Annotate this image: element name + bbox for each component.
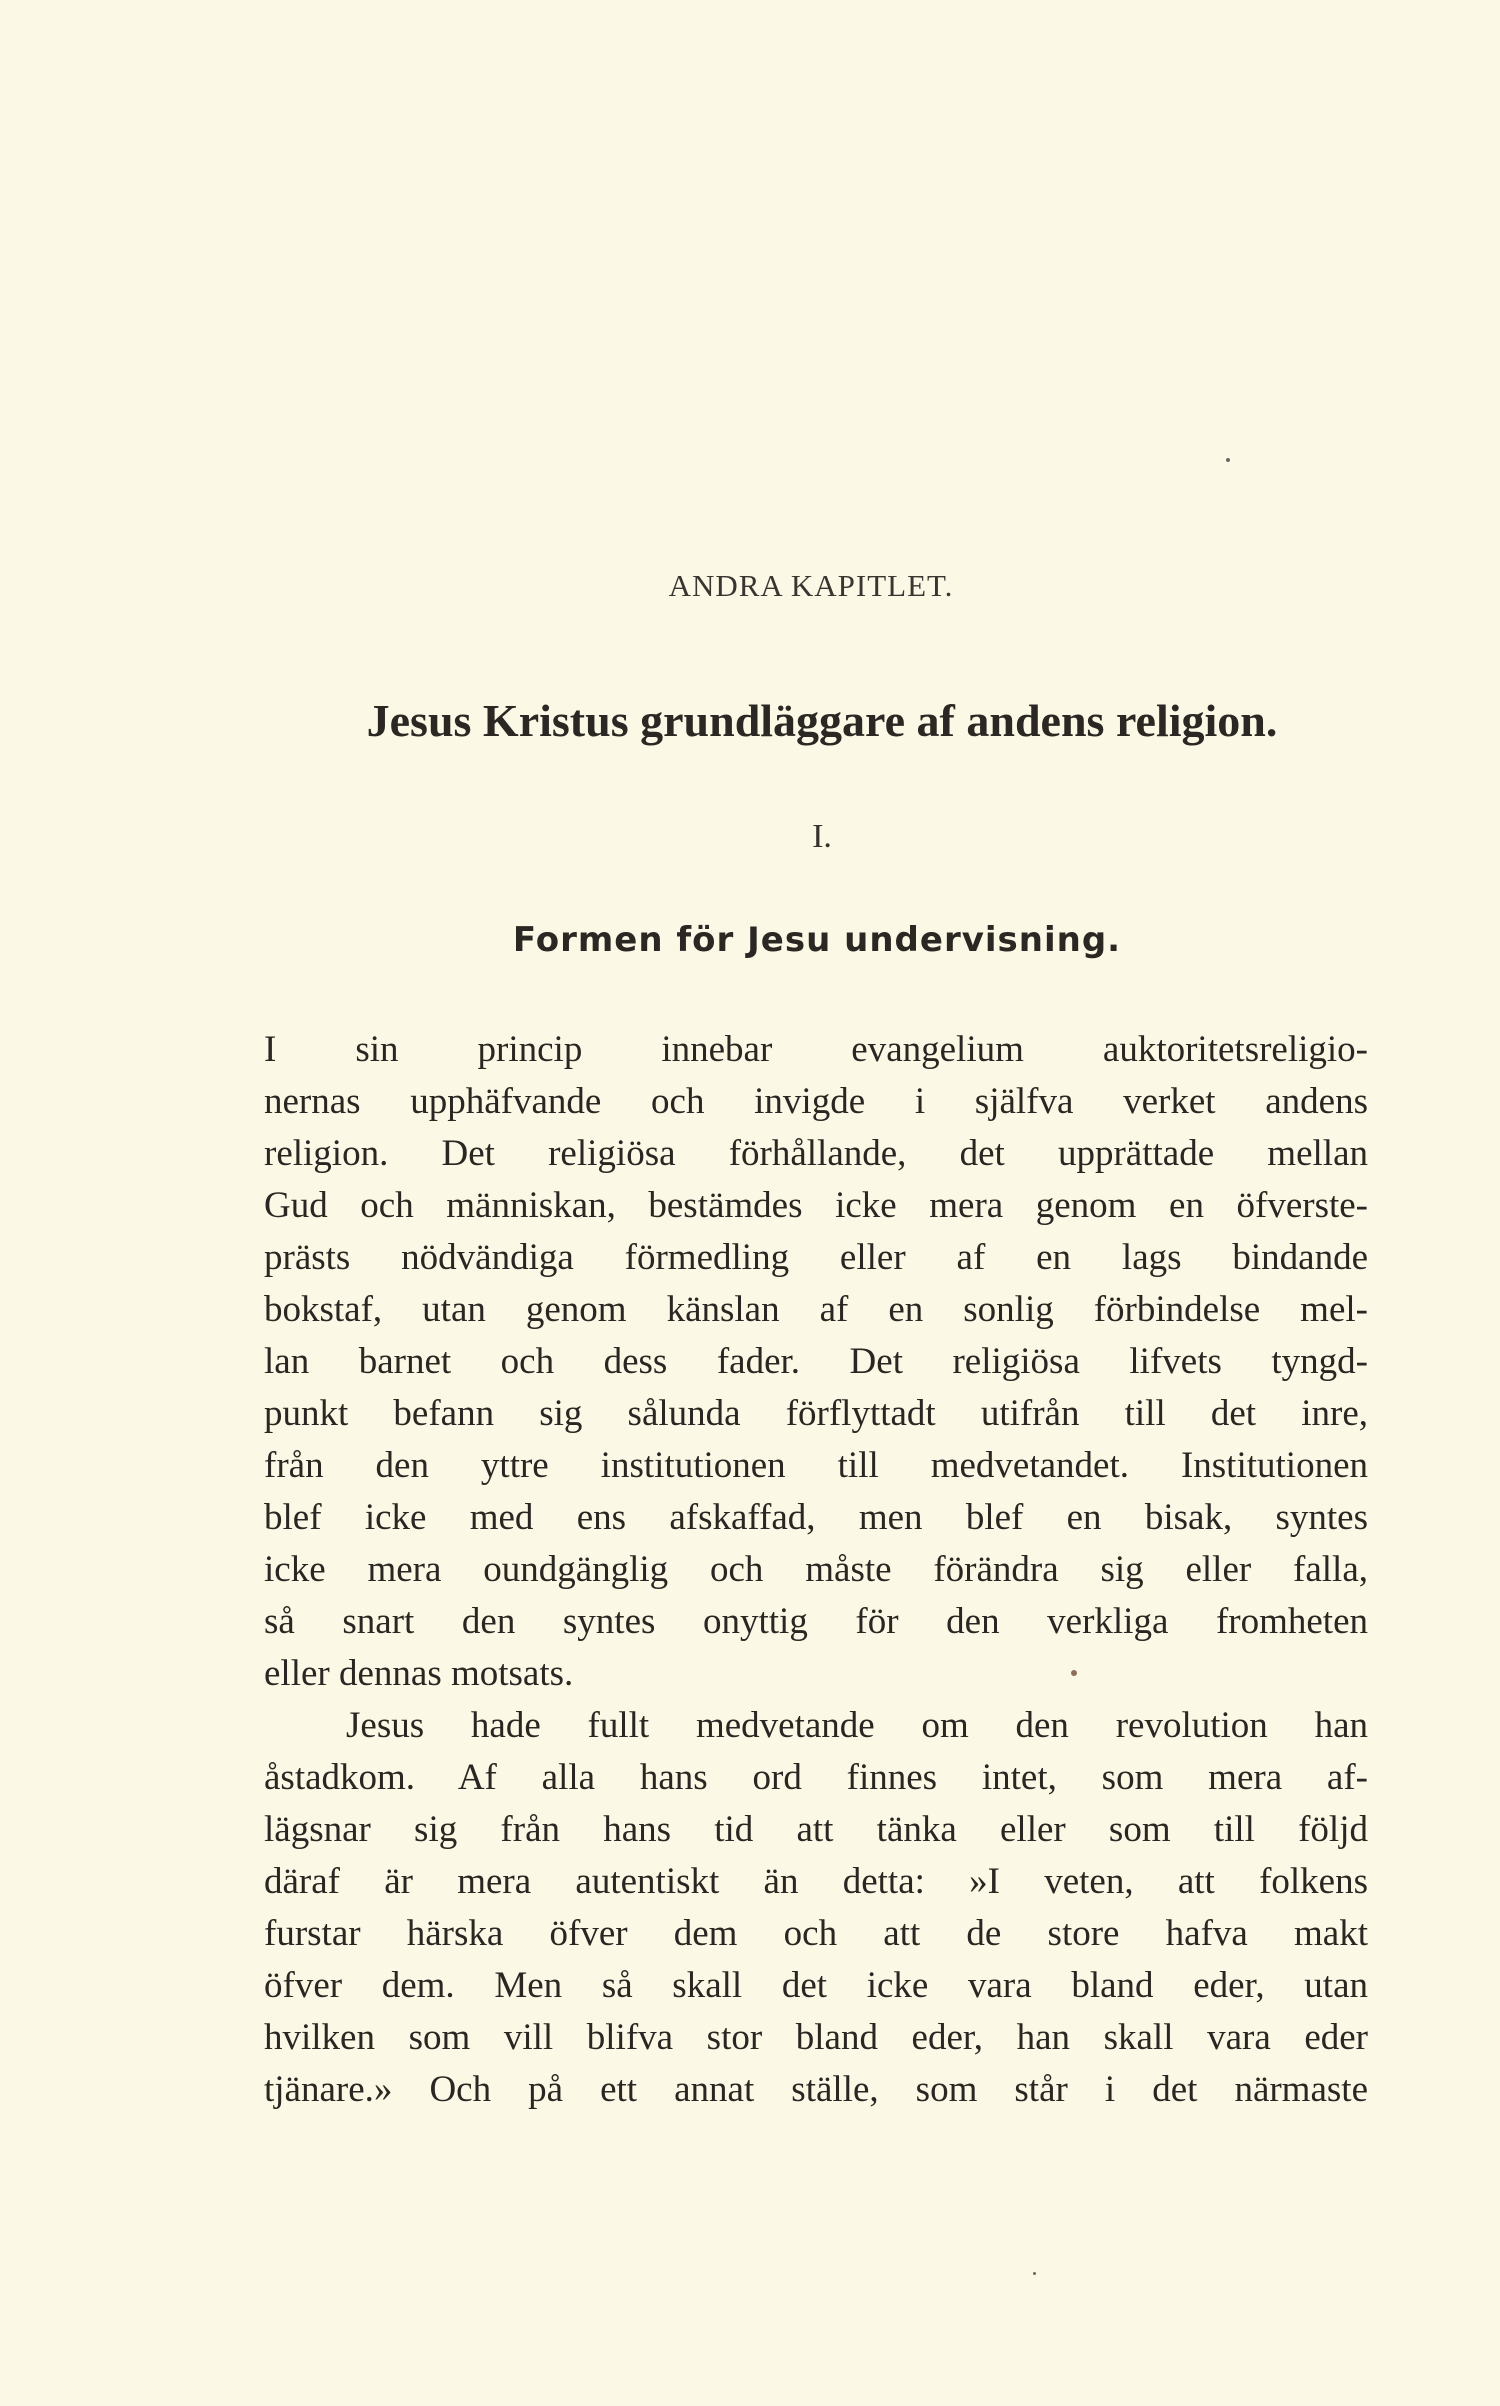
text-line: Gud och människan, bestämdes icke mera genom en öfverste- xyxy=(264,1185,1368,1226)
text-line: hvilken som vill blifva stor bland eder, han skall vara eder xyxy=(264,2017,1368,2058)
text-line: eller dennas motsats. xyxy=(264,1653,574,1694)
text-line: prästs nödvändiga förmedling eller af en lags bindande xyxy=(264,1237,1368,1278)
text-line: I sin princip innebar evangelium auktoritetsreligio- xyxy=(264,1029,1368,1070)
text-line: icke mera oundgänglig och måste förändra sig eller falla, xyxy=(264,1549,1368,1590)
text-line: från den yttre institutionen till medvetandet. Institutionen xyxy=(264,1445,1368,1486)
chapter-title: Jesus Kristus grundläggare af andens religion. xyxy=(366,695,1278,746)
text-line: så snart den syntes onyttig för den verkliga fromheten xyxy=(264,1601,1368,1642)
paper-speck xyxy=(1071,1670,1077,1676)
text-line: åstadkom. Af alla hans ord finnes intet, som mera af- xyxy=(264,1757,1368,1798)
paper-speck xyxy=(1033,2272,1036,2275)
text-line: bokstaf, utan genom känslan af en sonlig förbindelse mel- xyxy=(264,1289,1368,1330)
section-title: Formen för Jesu undervisning. xyxy=(512,920,1122,960)
section-number: I. xyxy=(812,818,832,855)
body-text xyxy=(264,1024,1368,2116)
text-line: punkt befann sig sålunda förflyttadt utifrån till det inre, xyxy=(264,1393,1368,1434)
paper-speck xyxy=(1226,458,1230,462)
text-line: öfver dem. Men så skall det icke vara bland eder, utan xyxy=(264,1965,1368,2006)
text-line: blef icke med ens afskaffad, men blef en bisak, syntes xyxy=(264,1497,1368,1538)
text-line: Jesus hade fullt medvetande om den revolution han xyxy=(346,1705,1368,1746)
text-line: lägsnar sig från hans tid att tänka eller som till följd xyxy=(264,1809,1368,1850)
text-line: däraf är mera autentiskt än detta: »I veten, att folkens xyxy=(264,1861,1368,1902)
chapter-label: ANDRA KAPITLET. xyxy=(668,568,954,603)
text-line: religion. Det religiösa förhållande, det upprättade mellan xyxy=(264,1133,1368,1174)
text-line: tjänare.» Och på ett annat ställe, som står i det närmaste xyxy=(264,2069,1368,2110)
text-line: furstar härska öfver dem och att de store hafva makt xyxy=(264,1913,1368,1954)
text-line: nernas upphäfvande och invigde i själfva verket andens xyxy=(264,1081,1368,1122)
text-line: lan barnet och dess fader. Det religiösa lifvets tyngd- xyxy=(264,1341,1368,1382)
